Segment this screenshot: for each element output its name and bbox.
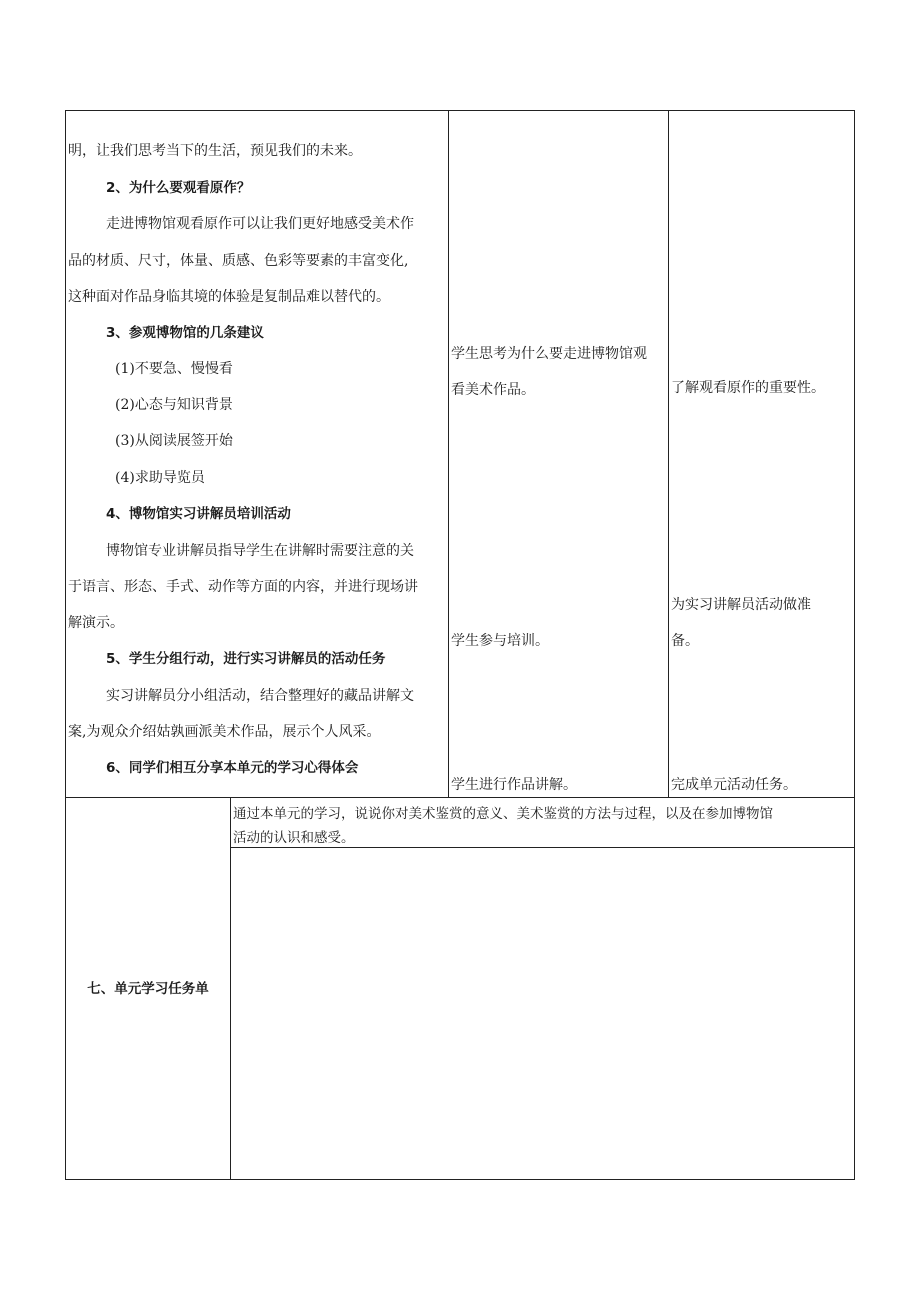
paragraph-line: 于语言、形态、手式、动作等方面的内容，并进行现场讲 (68, 579, 418, 595)
content-continuation: 明，让我们思考当下的生活，预见我们的未来。 (68, 143, 362, 159)
suggestion-item: (3)从阅读展签开始 (115, 433, 233, 449)
section-heading: 5、学生分组行动，进行实习讲解员的活动任务 (106, 651, 386, 667)
student-activity-text: 看美术作品。 (451, 382, 535, 398)
row-divider (65, 797, 855, 798)
section-heading: 3、参观博物馆的几条建议 (106, 325, 264, 341)
paragraph-line: 品的材质、尺寸，体量、质感、色彩等要素的丰富变化, (68, 253, 409, 269)
paragraph-line: 博物馆专业讲解员指导学生在讲解时需要注意的关 (106, 543, 414, 559)
task-sheet-label: 七、单元学习任务单 (87, 981, 209, 997)
student-activity-text: 学生参与培训。 (451, 633, 549, 649)
suggestion-item: (2)心态与知识背景 (115, 397, 233, 413)
task-label-divider (230, 797, 231, 1180)
section-heading: 6、同学们相互分享本单元的学习心得体会 (106, 760, 359, 776)
column-divider-2 (668, 110, 669, 798)
design-intent-text: 了解观看原作的重要性。 (671, 380, 825, 396)
student-activity-text: 学生进行作品讲解。 (451, 777, 577, 793)
task-prompt-divider (230, 847, 855, 848)
table-top-border (65, 110, 855, 111)
design-intent-text: 完成单元活动任务。 (671, 777, 797, 793)
paragraph-line: 案,为观众介绍姑孰画派美术作品，展示个人风采。 (68, 724, 381, 740)
suggestion-item: (4)求助导览员 (115, 470, 205, 486)
table-left-border (65, 110, 66, 1180)
task-prompt-line: 活动的认识和感受。 (233, 830, 355, 846)
task-prompt-line: 通过本单元的学习，说说你对美术鉴赏的意义、美术鉴赏的方法与过程，以及在参加博物馆 (233, 806, 773, 822)
paragraph-line: 这种面对作品身临其境的体验是复制品难以替代的。 (68, 289, 390, 305)
paragraph-line: 解演示。 (68, 615, 124, 631)
task-answer-area[interactable] (232, 849, 853, 1178)
design-intent-text: 备。 (671, 633, 699, 649)
table-right-border (854, 110, 855, 1180)
section-heading: 4、博物馆实习讲解员培训活动 (106, 506, 291, 522)
section-heading: 2、为什么要观看原作？ (106, 180, 251, 196)
table-bottom-border (65, 1179, 855, 1180)
design-intent-text: 为实习讲解员活动做准 (671, 597, 811, 613)
column-divider-1 (448, 110, 449, 798)
paragraph-line: 实习讲解员分小组活动，结合整理好的藏品讲解文 (106, 688, 414, 704)
student-activity-text: 学生思考为什么要走进博物馆观 (451, 346, 647, 362)
paragraph-line: 走进博物馆观看原作可以让我们更好地感受美术作 (106, 216, 414, 232)
suggestion-item: (1)不要急、慢慢看 (115, 361, 233, 377)
